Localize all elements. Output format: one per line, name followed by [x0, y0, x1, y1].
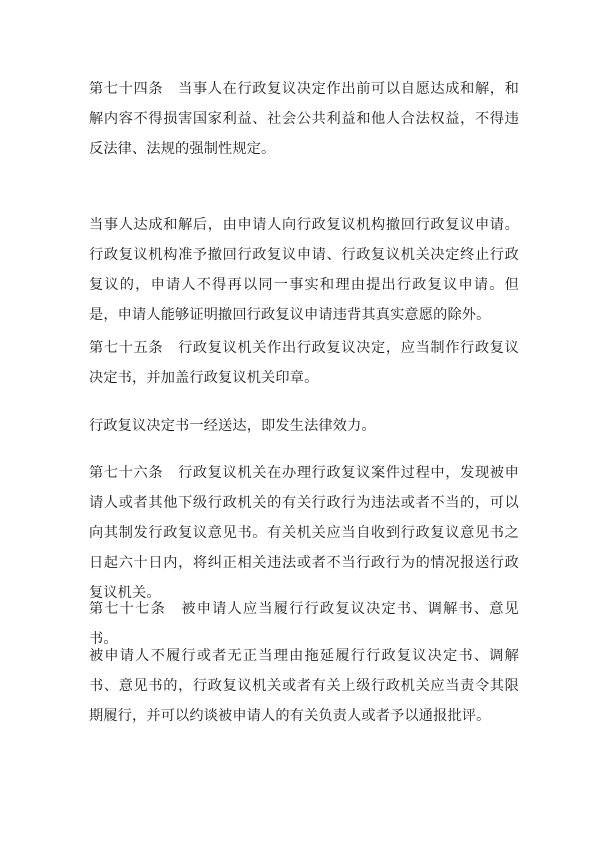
- article-74-paragraph: 第七十四条 当事人在行政复议决定作出前可以自愿达成和解，和解内容不得损害国家利益、社会公共利益和他人合法权益，不得违反法律、法规的强制性规定。: [89, 81, 519, 157]
- article-75-effect-paragraph: 行政复议决定书一经送达，即发生法律效力。: [89, 418, 376, 434]
- article-77-paragraph: 第七十七条 被申请人应当履行行政复议决定书、调解书、意见书。: [89, 601, 519, 647]
- article-77-enforcement-paragraph: 被申请人不履行或者无正当理由拖延履行行政复议决定书、调解书、意见书的，行政复议机关或者有关上级行政机关应当责令其限期履行，并可以约谈被申请人的有关负责人或者予以通报批评。: [89, 648, 519, 724]
- article-74-settlement-paragraph: 当事人达成和解后，由申请人向行政复议机构撤回行政复议申请。行政复议机构准予撤回行政复议申请、行政复议机关决定终止行政复议的，申请人不得再以同一事实和理由提出行政复议申请。但是，申请人能够证明撤回行政复议申请违背其真实意愿的除外。: [89, 217, 519, 323]
- article-75-paragraph: 第七十五条 行政复议机关作出行政复议决定，应当制作行政复议决定书，并加盖行政复议机关印章。: [89, 340, 519, 386]
- article-76-paragraph: 第七十六条 行政复议机关在办理行政复议案件过程中，发现被申请人或者其他下级行政机关的有关行政行为违法或者不当的，可以向其制发行政复议意见书。有关机关应当自收到行政复议意见书之日起六十日内，将纠正相关违法或者不当行政行为的情况报送行政复议机关。: [89, 465, 519, 601]
